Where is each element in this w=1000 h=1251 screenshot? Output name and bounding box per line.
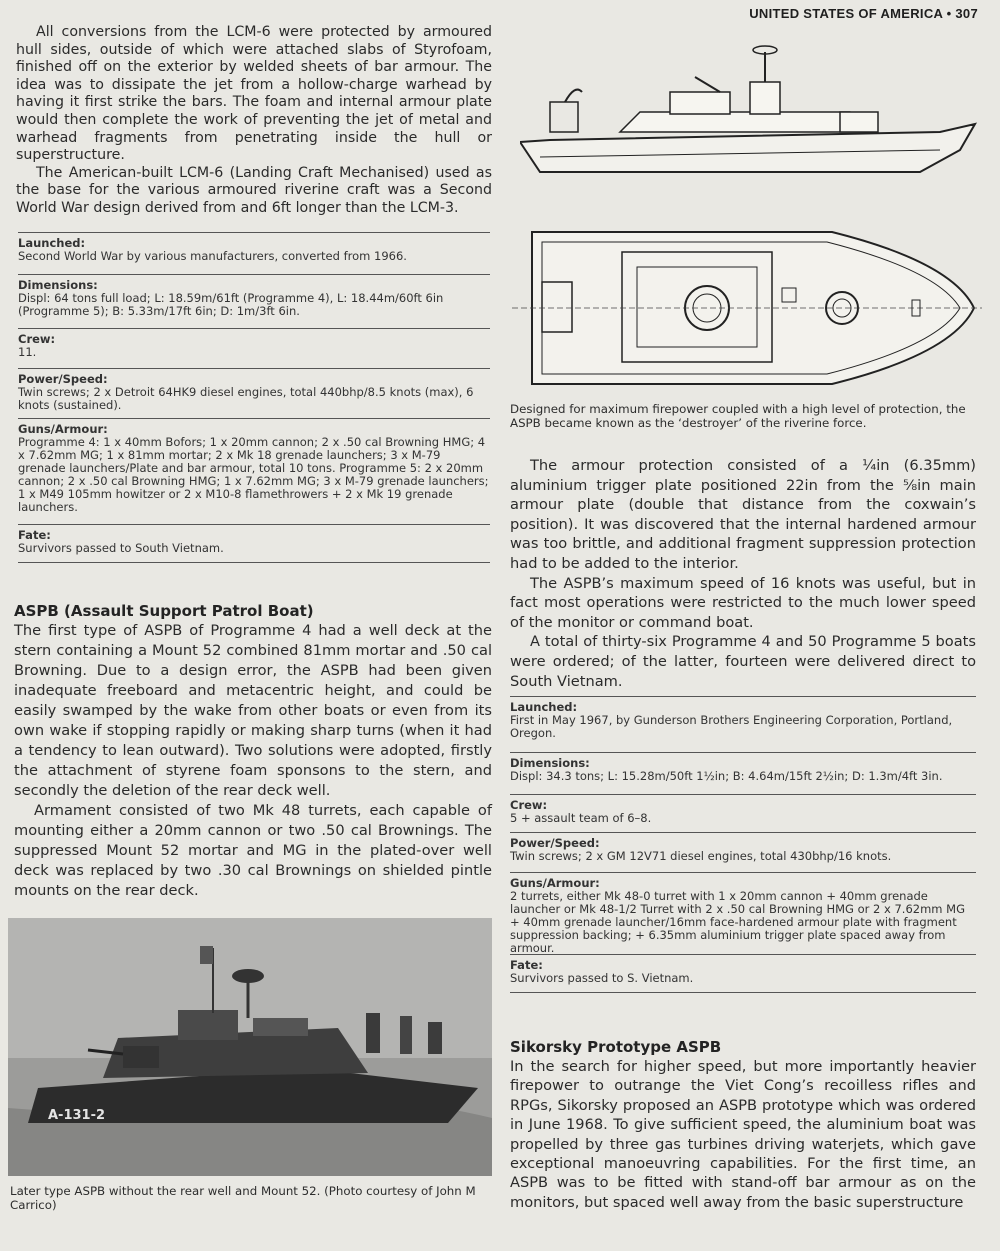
- spec-crew: [510, 794, 976, 832]
- spec-dimensions: [18, 274, 490, 328]
- spec-value: 5 + assault team of 6–8.: [510, 811, 652, 825]
- spec-dimensions: [510, 752, 976, 794]
- spec-power: [510, 832, 976, 872]
- spec-value: Second World War by various manufacturers, converted from 1966.: [18, 249, 407, 263]
- intro-text: [16, 24, 492, 218]
- plan-view-illustration: [512, 222, 982, 394]
- orders-paragraph: A total of thirty-six Programme 4 and 50 Programme 5 boats were ordered; of the latter, fourteen were delivered direct to South Vietnam.: [510, 633, 976, 690]
- side-profile-illustration: [520, 22, 980, 212]
- spec-label: Fate:: [510, 958, 543, 972]
- spec-label: Launched:: [18, 236, 86, 250]
- running-header: UNITED STATES OF AMERICA • 307: [749, 6, 978, 21]
- aspb-spec-table: [510, 696, 976, 993]
- spec-label: Dimensions:: [18, 278, 98, 292]
- aspb-photo: [8, 918, 492, 1176]
- spec-value: Survivors passed to South Vietnam.: [18, 541, 224, 555]
- spec-label: Dimensions:: [510, 756, 590, 770]
- aspb-paragraph-1: The first type of ASPB of Programme 4 had a well deck at the stern containing a Mount 52 combined 81mm mortar and .50 cal Browning. Due to a design error, the ASPB had been given inadequate freeboard and metacentric height, and could be easily swamped by the wake from other boats or even from its own wake if stopping rapidly or making sharp turns (when it had a tendency to lean outward). Two solutions were adopted, firstly the attachment of styrene foam sponsons to the stern, and secondly the deletion of the rear deck well.: [14, 622, 492, 799]
- spec-launched: [510, 696, 976, 752]
- speed-paragraph: The ASPB’s maximum speed of 16 knots was useful, but in fact most operations were restricted to the much lower speed of the monitor or command boat.: [510, 574, 976, 631]
- sikorsky-section: [510, 1038, 976, 1212]
- spec-label: Guns/Armour:: [510, 876, 600, 890]
- spec-crew: [18, 328, 490, 368]
- spec-value: Displ: 64 tons full load; L: 18.59m/61ft (Programme 4), L: 18.44m/60ft 6in (Programme 5); B: 5.33m/17ft 6in; D: 1m/3ft 6in.: [18, 291, 444, 318]
- spec-launched: [18, 232, 490, 274]
- armour-paragraph: The armour protection consisted of a ¼in (6.35mm) aluminium trigger plate positioned 22in from the ⅝in main armour plate (double that distance from the coxwain’s position). It was discovered that the internal hardened armour was too brittle, and additional fragment suppression protection had to be added to the interior.: [510, 457, 976, 572]
- spec-value: 11.: [18, 345, 37, 359]
- spec-label: Power/Speed:: [18, 372, 108, 386]
- spec-value: Programme 4: 1 x 40mm Bofors; 1 x 20mm cannon; 2 x .50 cal Browning HMG; 4 x 7.62mm MG; 1 x 81mm mortar; 2 x Mk 18 grenade launchers; 3 x M-79 grenade launchers/Plate and bar armour, total 10 tons. Programme 5: 2 x 20mm cannon; 2 x .50 cal Browning HMG; 1 x 7.62mm MG; 3 x M-79 grenade launchers; 1 x M49 105mm howitzer or 2 x M10-8 flamethrowers + 2 x Mk 19 grenade launchers.: [18, 435, 489, 514]
- spec-value: Twin screws; 2 x GM 12V71 diesel engines, total 430bhp/16 knots.: [510, 849, 892, 863]
- spec-label: Crew:: [18, 332, 56, 346]
- spec-label: Launched:: [510, 700, 578, 714]
- armour-text: [510, 456, 976, 691]
- boat-photo-illustration: [8, 918, 492, 1176]
- spec-value: Survivors passed to S. Vietnam.: [510, 971, 694, 985]
- aspb-paragraph-2: Armament consisted of two Mk 48 turrets, each capable of mounting either a 20mm cannon or two .50 cal Brownings. The suppressed Mount 52 mortar and MG in the plated-over well deck was replaced by two .30 cal Brownings on shielded pintle mounts on the rear deck.: [14, 802, 492, 899]
- section-heading: Sikorsky Prototype ASPB: [510, 1038, 722, 1056]
- drawing-caption: Designed for maximum firepower coupled with a high level of protection, the ASPB became known as the ‘destroyer’ of the riverine force.: [510, 402, 966, 430]
- spec-label: Power/Speed:: [510, 836, 600, 850]
- spec-value: First in May 1967, by Gunderson Brothers Engineering Corporation, Portland, Oregon.: [510, 713, 953, 740]
- spec-label: Crew:: [510, 798, 548, 812]
- spec-label: Fate:: [18, 528, 51, 542]
- hull-number: A-131-2: [48, 1108, 106, 1123]
- spec-power: [18, 368, 490, 418]
- intro-paragraph-2: The American-built LCM-6 (Landing Craft Mechanised) used as the base for the various armoured riverine craft was a Second World War design derived from and 6ft longer than the LCM-3.: [16, 164, 492, 216]
- intro-paragraph-1: All conversions from the LCM-6 were protected by armoured hull sides, outside of which were attached slabs of Styrofoam, finished off on the exterior by welded sheets of bar armour. The idea was to dissipate the jet from a hollow-charge warhead by having it first strike the bars. The foam and internal armour plate would then complete the work of preventing the jet of metal and warhead fragments from penetrating inside the hull or superstructure.: [16, 24, 492, 164]
- spec-value: Displ: 34.3 tons; L: 15.28m/50ft 1½in; B: 4.64m/15ft 2½in; D: 1.3m/4ft 3in.: [510, 769, 943, 783]
- aspb-section: [14, 602, 492, 901]
- spec-guns: [18, 418, 490, 524]
- spec-label: Guns/Armour:: [18, 422, 108, 436]
- spec-value: Twin screws; 2 x Detroit 64HK9 diesel engines, total 440bhp/8.5 knots (max), 6 knots (sustained).: [18, 385, 474, 412]
- spec-fate: [510, 954, 976, 993]
- section-heading: ASPB (Assault Support Patrol Boat): [14, 602, 314, 620]
- photo-caption: Later type ASPB without the rear well and Mount 52. (Photo courtesy of John M Carrico): [10, 1184, 476, 1212]
- spec-fate: [18, 524, 490, 563]
- aspb-plan-drawing: [512, 222, 982, 394]
- lcm-spec-table: [18, 232, 490, 563]
- spec-guns: [510, 872, 976, 954]
- sikorsky-paragraph: In the search for higher speed, but more importantly heavier firepower to outrange the Viet Cong’s recoilless rifles and RPGs, Sikorsky proposed an ASPB prototype which was ordered in June 1968. To give sufficient speed, the aluminium boat was propelled by three gas turbines driving waterjets, which gave exceptional manoeuvring capabilities. For the first time, an ASPB was to be fitted with stand-off bar armour as on the monitors, but spaced well away from the basic superstructure: [510, 1058, 976, 1211]
- aspb-profile-drawing: [520, 22, 980, 212]
- spec-value: 2 turrets, either Mk 48-0 turret with 1 x 20mm cannon + 40mm grenade launcher or Mk 48-1/2 Turret with 2 x .50 cal Browning HMG or 2 x 7.62mm MG + 40mm grenade launcher/16mm face-hardened armour plate with fragment suppression backing; + 6.35mm aluminium trigger plate spaced away from armour.: [510, 889, 965, 955]
